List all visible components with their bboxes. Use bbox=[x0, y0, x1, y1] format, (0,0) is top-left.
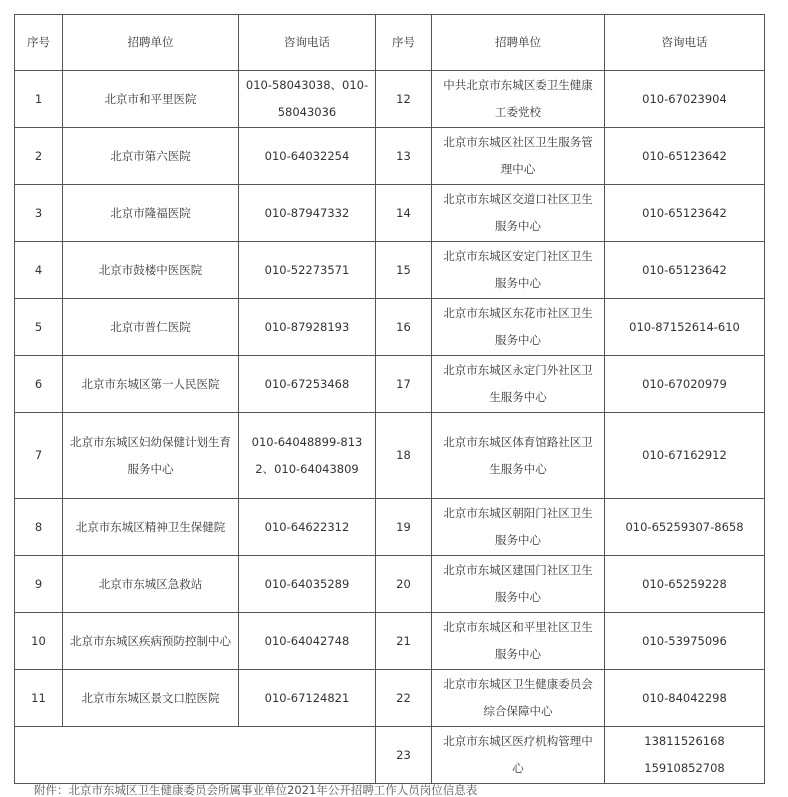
seq-cell: 6 bbox=[15, 356, 63, 413]
phone-cell: 010-65259307-8658 bbox=[605, 499, 765, 556]
seq-cell: 20 bbox=[376, 556, 432, 613]
seq-cell: 13 bbox=[376, 128, 432, 185]
table-row bbox=[15, 185, 765, 242]
unit-cell: 北京市东城区疾病预防控制中心 bbox=[63, 613, 239, 670]
table-row bbox=[15, 356, 765, 413]
header-phone-right: 咨询电话 bbox=[605, 15, 765, 71]
header-unit-right: 招聘单位 bbox=[432, 15, 605, 71]
recruitment-contact-table bbox=[14, 14, 765, 784]
unit-cell: 北京市隆福医院 bbox=[63, 185, 239, 242]
phone-cell: 010-84042298 bbox=[605, 670, 765, 727]
seq-cell: 22 bbox=[376, 670, 432, 727]
phone-cell: 010-65123642 bbox=[605, 242, 765, 299]
phone-cell: 010-58043038、010-58043036 bbox=[239, 71, 376, 128]
phone-line-2: 15910852708 bbox=[644, 761, 725, 775]
phone-cell: 010-65259228 bbox=[605, 556, 765, 613]
seq-cell: 23 bbox=[376, 727, 432, 784]
table-row bbox=[15, 299, 765, 356]
phone-cell: 010-87152614-610 bbox=[605, 299, 765, 356]
phone-cell: 010-64032254 bbox=[239, 128, 376, 185]
header-seq-right: 序号 bbox=[376, 15, 432, 71]
phone-cell: 010-64048899-8132、010-64043809 bbox=[239, 413, 376, 499]
table-row bbox=[15, 499, 765, 556]
unit-cell: 北京市东城区和平里社区卫生服务中心 bbox=[432, 613, 605, 670]
unit-cell: 北京市东城区医疗机构管理中心 bbox=[432, 727, 605, 784]
phone-cell: 010-67124821 bbox=[239, 670, 376, 727]
phone-cell: 010-67253468 bbox=[239, 356, 376, 413]
unit-cell: 北京市东城区妇幼保健计划生育服务中心 bbox=[63, 413, 239, 499]
header-seq-left: 序号 bbox=[15, 15, 63, 71]
phone-cell: 010-64622312 bbox=[239, 499, 376, 556]
phone-cell: 010-87928193 bbox=[239, 299, 376, 356]
seq-cell: 3 bbox=[15, 185, 63, 242]
phone-cell: 010-64035289 bbox=[239, 556, 376, 613]
unit-cell: 北京市东城区社区卫生服务管理中心 bbox=[432, 128, 605, 185]
header-row bbox=[15, 15, 765, 71]
phone-cell: 010-64042748 bbox=[239, 613, 376, 670]
phone-cell: 010-67162912 bbox=[605, 413, 765, 499]
unit-cell: 北京市东城区第一人民医院 bbox=[63, 356, 239, 413]
table-row bbox=[15, 128, 765, 185]
unit-cell: 北京市东城区卫生健康委员会综合保障中心 bbox=[432, 670, 605, 727]
seq-cell: 16 bbox=[376, 299, 432, 356]
unit-cell: 北京市东城区安定门社区卫生服务中心 bbox=[432, 242, 605, 299]
table-row bbox=[15, 613, 765, 670]
unit-cell: 北京市东城区体育馆路社区卫生服务中心 bbox=[432, 413, 605, 499]
table-row bbox=[15, 242, 765, 299]
unit-cell: 北京市第六医院 bbox=[63, 128, 239, 185]
seq-cell: 12 bbox=[376, 71, 432, 128]
unit-cell: 北京市东城区朝阳门社区卫生服务中心 bbox=[432, 499, 605, 556]
seq-cell: 18 bbox=[376, 413, 432, 499]
seq-cell: 9 bbox=[15, 556, 63, 613]
phone-cell: 010-65123642 bbox=[605, 185, 765, 242]
phone-line-1: 13811526168 bbox=[644, 734, 725, 748]
table-row bbox=[15, 413, 765, 499]
seq-cell: 7 bbox=[15, 413, 63, 499]
seq-cell: 4 bbox=[15, 242, 63, 299]
seq-cell: 21 bbox=[376, 613, 432, 670]
unit-cell: 北京市东城区急救站 bbox=[63, 556, 239, 613]
seq-cell: 1 bbox=[15, 71, 63, 128]
unit-cell: 北京市普仁医院 bbox=[63, 299, 239, 356]
phone-cell: 010-65123642 bbox=[605, 128, 765, 185]
unit-cell: 北京市东城区东花市社区卫生服务中心 bbox=[432, 299, 605, 356]
phone-cell: 010-67023904 bbox=[605, 71, 765, 128]
unit-cell: 北京市鼓楼中医医院 bbox=[63, 242, 239, 299]
seq-cell: 17 bbox=[376, 356, 432, 413]
table-row-last bbox=[15, 727, 765, 784]
unit-cell: 北京市东城区交道口社区卫生服务中心 bbox=[432, 185, 605, 242]
seq-cell: 5 bbox=[15, 299, 63, 356]
seq-cell: 2 bbox=[15, 128, 63, 185]
seq-cell: 15 bbox=[376, 242, 432, 299]
footnote: 附件：北京市东城区卫生健康委员会所属事业单位2021年公开招聘工作人员岗位信息表 bbox=[34, 783, 478, 797]
seq-cell: 11 bbox=[15, 670, 63, 727]
phone-cell: 010-87947332 bbox=[239, 185, 376, 242]
empty-merged-cell bbox=[15, 727, 376, 784]
phone-cell bbox=[605, 727, 765, 784]
seq-cell: 8 bbox=[15, 499, 63, 556]
seq-cell: 19 bbox=[376, 499, 432, 556]
phone-cell: 010-67020979 bbox=[605, 356, 765, 413]
unit-cell: 中共北京市东城区委卫生健康工委党校 bbox=[432, 71, 605, 128]
table-row bbox=[15, 670, 765, 727]
header-phone-left: 咨询电话 bbox=[239, 15, 376, 71]
table-body bbox=[15, 71, 765, 727]
phone-cell: 010-52273571 bbox=[239, 242, 376, 299]
seq-cell: 14 bbox=[376, 185, 432, 242]
unit-cell: 北京市东城区景文口腔医院 bbox=[63, 670, 239, 727]
phone-cell: 010-53975096 bbox=[605, 613, 765, 670]
unit-cell: 北京市东城区建国门社区卫生服务中心 bbox=[432, 556, 605, 613]
header-unit-left: 招聘单位 bbox=[63, 15, 239, 71]
unit-cell: 北京市东城区精神卫生保健院 bbox=[63, 499, 239, 556]
table-row bbox=[15, 556, 765, 613]
table-row bbox=[15, 71, 765, 128]
unit-cell: 北京市和平里医院 bbox=[63, 71, 239, 128]
unit-cell: 北京市东城区永定门外社区卫生服务中心 bbox=[432, 356, 605, 413]
seq-cell: 10 bbox=[15, 613, 63, 670]
